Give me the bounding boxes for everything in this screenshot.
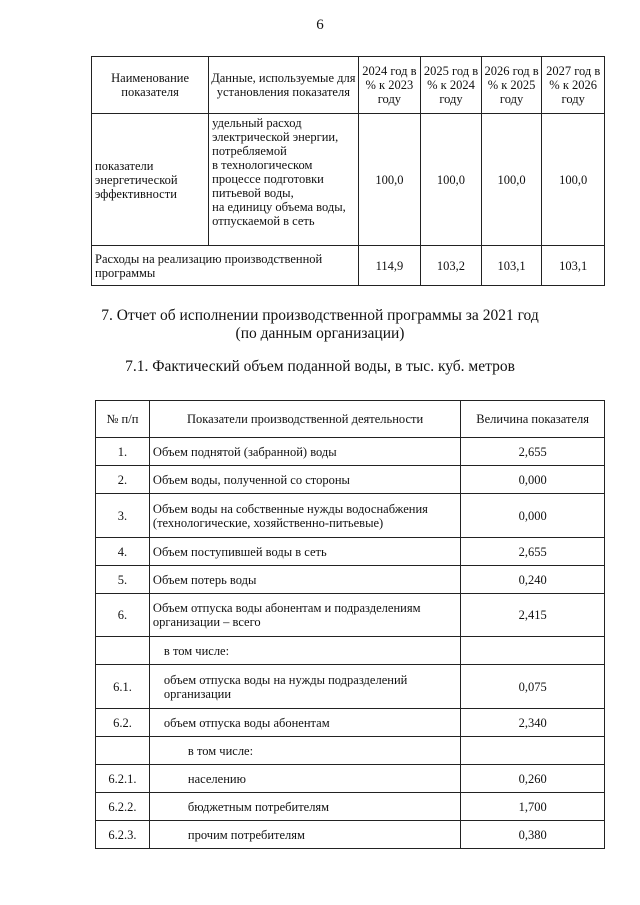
data-line: на единицу объема воды, [212,200,346,214]
row-value [461,637,605,665]
water-volume-table [95,400,605,849]
row-number: 3. [96,494,150,538]
row-label: Объем отпуска воды абонентам и подразделениям организации – всего [149,594,460,637]
value-cell: 103,1 [481,246,542,286]
indicator-data [209,114,358,246]
row-value: 0,260 [461,765,605,793]
row-value: 0,000 [461,466,605,494]
data-line: отпускаемой в сеть [212,214,315,228]
row-number: 4. [96,538,150,566]
header-cell: Наименование показателя [92,57,209,114]
section-7-title [0,307,640,343]
row-label: бюджетным потребителям [149,793,460,821]
value-cell: 100,0 [481,114,542,246]
row-label: в том числе: [149,737,460,765]
table-row [96,737,605,765]
value-cell: 100,0 [358,114,421,246]
row-number [96,737,150,765]
table-row [92,114,605,246]
header-cell: 2026 год в % к 2025 году [481,57,542,114]
indicators-table [91,56,605,286]
indicator-name: Расходы на реализацию производственной программы [92,246,359,286]
table-row [96,566,605,594]
value-cell: 103,1 [542,246,605,286]
row-label: объем отпуска воды абонентам [149,709,460,737]
section-7-line1: 7. Отчет об исполнении производственной программы за 2021 год [101,307,539,324]
value-cell: 100,0 [421,114,482,246]
data-line: потребляемой [212,144,287,158]
table-row [96,538,605,566]
row-value: 2,655 [461,438,605,466]
row-number: 6.2. [96,709,150,737]
row-label: Объем поступившей воды в сеть [149,538,460,566]
data-line: в технологическом [212,158,313,172]
table-row [96,793,605,821]
header-cell: 2024 год в % к 2023 году [358,57,421,114]
value-cell: 103,2 [421,246,482,286]
header-cell: Данные, используемые для установления показателя [209,57,358,114]
row-number: 6.2.1. [96,765,150,793]
water-volume-header-row [96,401,605,438]
row-number [96,637,150,665]
page-number: 6 [316,17,324,33]
row-label: Объем воды, полученной со стороны [149,466,460,494]
row-value: 0,380 [461,821,605,849]
table-row [96,665,605,709]
row-number: 6. [96,594,150,637]
table-row [96,594,605,637]
data-line: электрической энергии, [212,130,339,144]
header-cell: Величина показателя [461,401,605,438]
table-row [96,765,605,793]
header-cell: № п/п [96,401,150,438]
table-row [92,246,605,286]
row-value: 0,240 [461,566,605,594]
row-label: объем отпуска воды на нужды подразделений организации [149,665,460,709]
row-number: 1. [96,438,150,466]
header-cell: 2027 год в % к 2026 году [542,57,605,114]
row-label: в том числе: [149,637,460,665]
row-label: Объем воды на собственные нужды водоснабжения (технологические, хозяйственно-питьевые) [149,494,460,538]
row-value: 2,340 [461,709,605,737]
row-value [461,737,605,765]
row-value: 0,000 [461,494,605,538]
row-value: 1,700 [461,793,605,821]
indicator-name: показатели энергетической эффективности [92,114,209,246]
table-row [96,821,605,849]
value-cell: 100,0 [542,114,605,246]
row-number: 6.2.2. [96,793,150,821]
row-label: населению [149,765,460,793]
section-7-1-title: 7.1. Фактический объем поданной воды, в тыс. куб. метров [125,358,515,375]
row-value: 2,415 [461,594,605,637]
section-7-line2: (по данным организации) [235,325,405,342]
row-number: 2. [96,466,150,494]
data-line: питьевой воды, [212,186,294,200]
row-value: 2,655 [461,538,605,566]
row-value: 0,075 [461,665,605,709]
water-volume-rows [96,438,605,849]
row-label: Объем потерь воды [149,566,460,594]
table-row [96,709,605,737]
table-row [96,637,605,665]
row-number: 5. [96,566,150,594]
indicators-header-row [92,57,605,114]
row-label: прочим потребителям [149,821,460,849]
data-line: процессе подготовки [212,172,324,186]
table-row [96,438,605,466]
value-cell: 114,9 [358,246,421,286]
row-number: 6.1. [96,665,150,709]
data-line: удельный расход [212,116,302,130]
row-label: Объем поднятой (забранной) воды [149,438,460,466]
table-row [96,466,605,494]
header-cell: 2025 год в % к 2024 году [421,57,482,114]
table-row [96,494,605,538]
header-cell: Показатели производственной деятельности [149,401,460,438]
row-number: 6.2.3. [96,821,150,849]
